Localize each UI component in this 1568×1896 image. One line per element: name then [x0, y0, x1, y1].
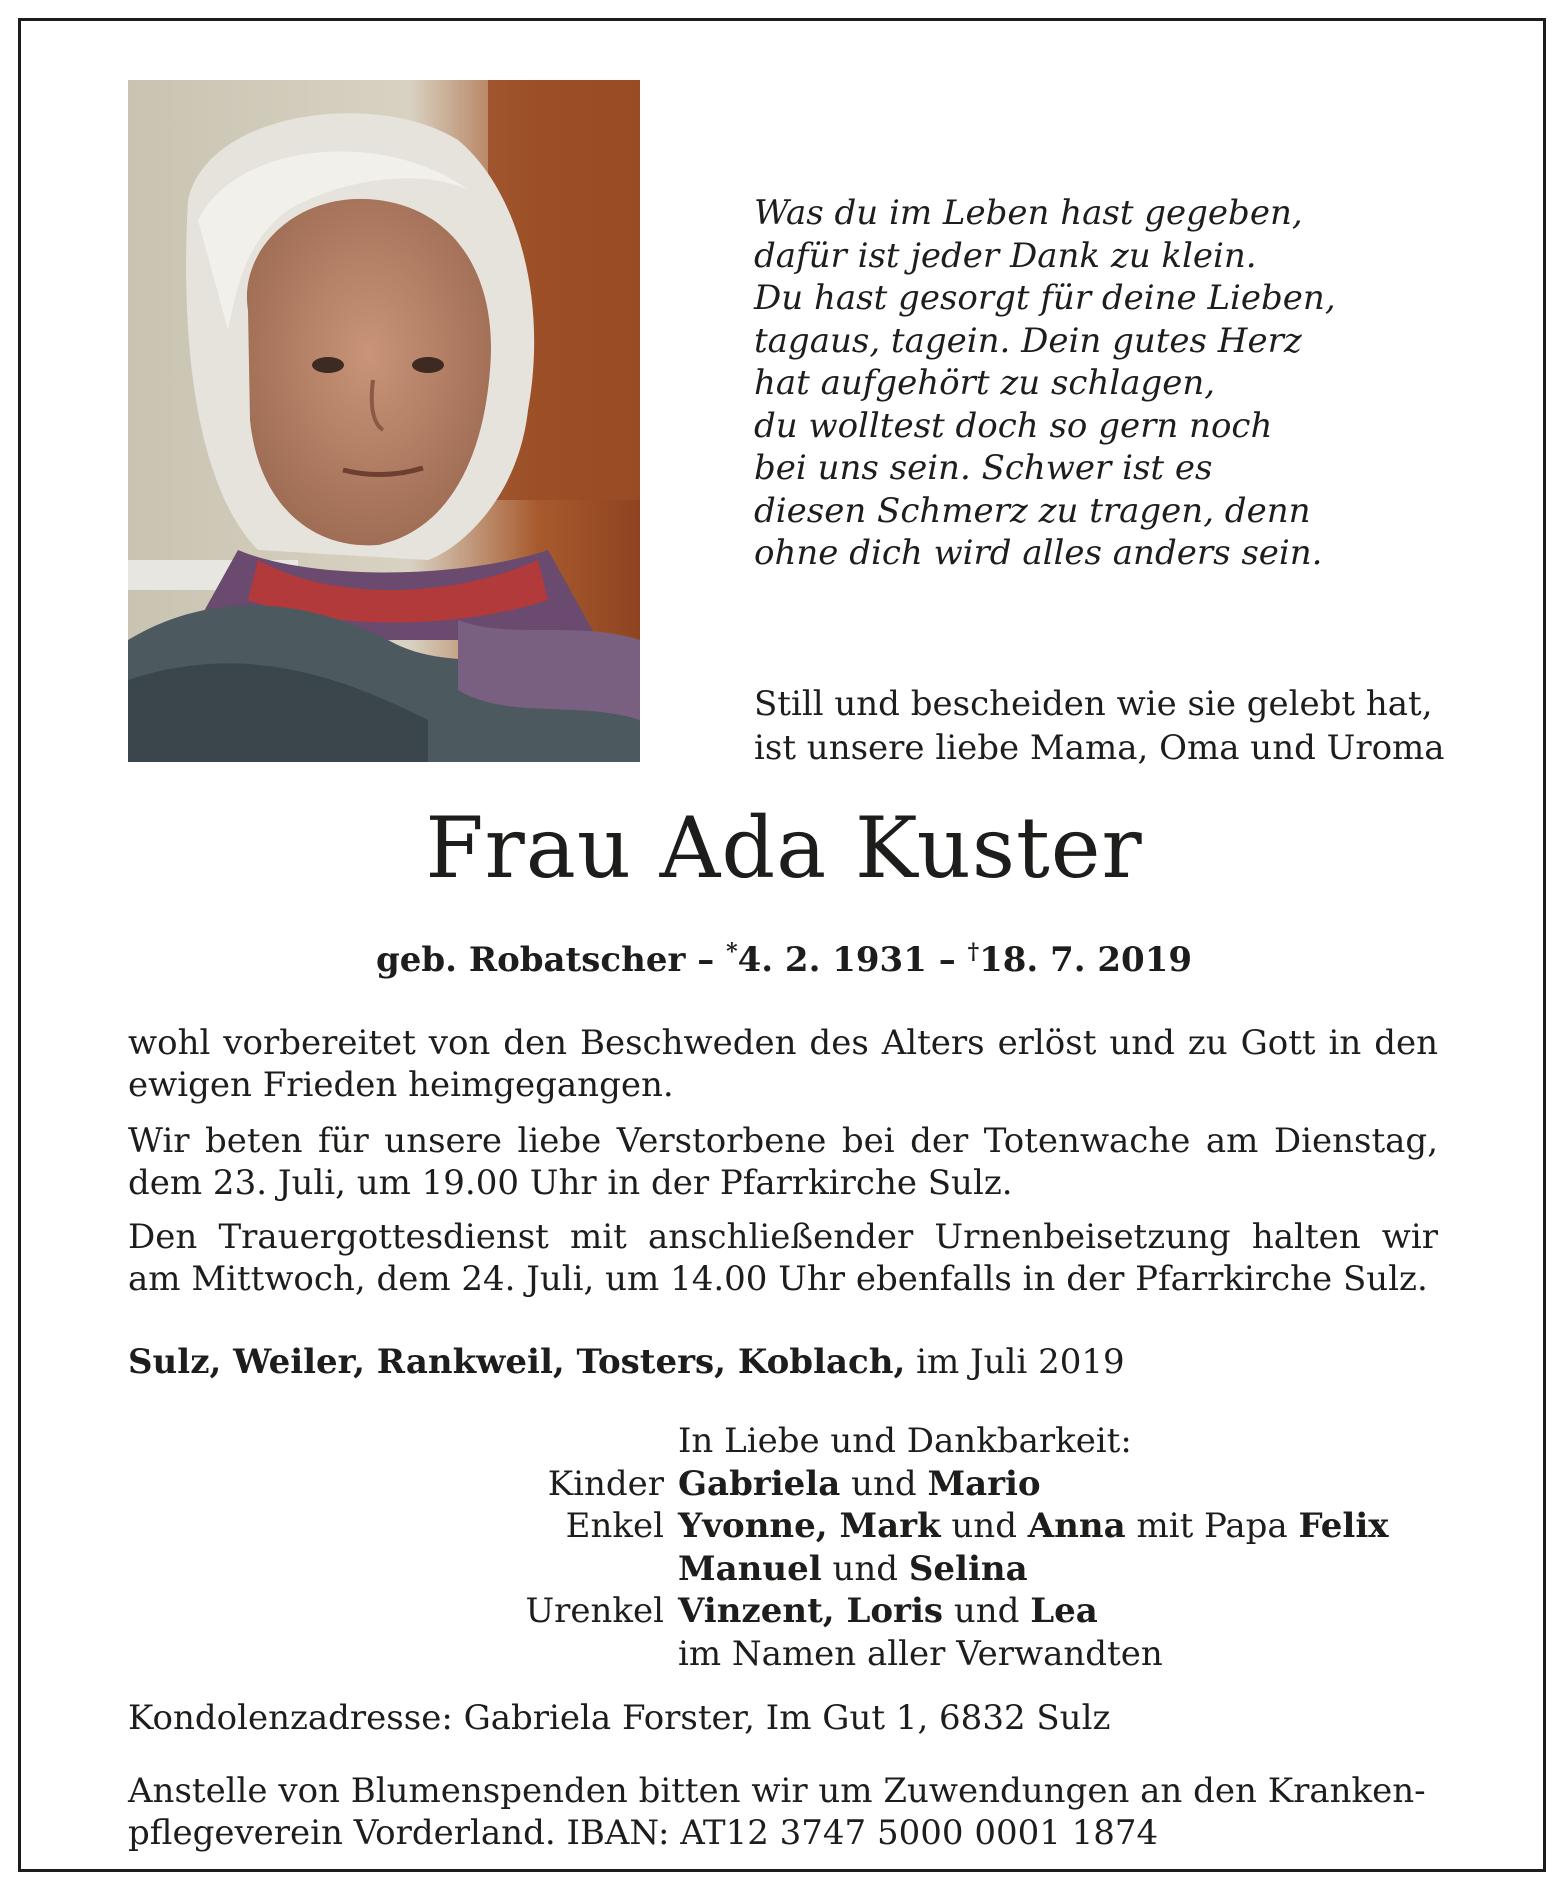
poem-line: ohne dich wird alles anders sein.: [754, 533, 1323, 573]
role-names: [678, 1548, 1468, 1591]
conjunction: mit Papa: [1136, 1506, 1288, 1546]
role-names: [678, 1505, 1468, 1548]
conjunction: und: [953, 1591, 1020, 1631]
family-name: Selina: [908, 1548, 1028, 1589]
portrait-illustration: [128, 80, 640, 762]
intro-line-2: ist unsere liebe Mama, Oma und Uroma: [754, 728, 1445, 768]
poem-line: hat aufgehört zu schlagen,: [754, 363, 1216, 403]
family-name: Gabriela: [678, 1463, 841, 1504]
separator-dash: –: [938, 940, 956, 980]
family-name: Vinzent, Loris: [678, 1591, 944, 1631]
death-date: 18. 7. 2019: [979, 940, 1193, 980]
donation-line-1: Anstelle von Blumenspenden bitten wir um Zuwendungen an den Kranken-: [128, 1771, 1426, 1811]
poem-line: Du hast gesorgt für deine Lieben,: [754, 278, 1336, 318]
family-row-enkel: [128, 1505, 1468, 1548]
family-heading-row: [128, 1420, 1468, 1463]
poem-line: Was du im Leben hast gegeben,: [754, 193, 1303, 233]
family-list: [128, 1420, 1468, 1675]
family-row-urenkel: [128, 1590, 1468, 1633]
intro-line-1: Still und bescheiden wie sie gelebt hat,: [754, 684, 1433, 724]
role-label: Kinder: [547, 1463, 664, 1504]
family-name: Felix: [1298, 1506, 1389, 1546]
conjunction: und: [951, 1506, 1017, 1546]
poem-line: tagaus, tagein. Dein gutes Herz: [754, 320, 1302, 361]
family-closing: im Namen aller Verwandten: [678, 1633, 1163, 1674]
body-paragraph-3: Den Trauergottesdienst mit anschließender Urnenbeisetzung halten wir am Mittwoch, dem 24. Juli, um 14.00 Uhr ebenfalls in der Pfarrkirche Sulz.: [128, 1217, 1438, 1299]
death-symbol: †: [967, 939, 980, 965]
family-name: Mario: [927, 1463, 1041, 1504]
donation-line-2: pflegeverein Vorderland. IBAN: AT12 3747 5000 0001 1874: [128, 1813, 1159, 1853]
poem-line: du wolltest doch so gern noch: [754, 405, 1273, 446]
role-label: Enkel: [565, 1506, 664, 1546]
conjunction: und: [832, 1548, 899, 1589]
separator-dash: –: [697, 940, 715, 980]
family-closing-row: [128, 1633, 1468, 1676]
family-heading: In Liebe und Dankbarkeit:: [678, 1421, 1132, 1461]
memorial-poem: [754, 192, 1454, 575]
notice-date: im Juli 2019: [916, 1342, 1125, 1382]
birth-symbol: *: [726, 939, 738, 965]
places-list: Sulz, Weiler, Rankweil, Tosters, Koblach,: [128, 1342, 906, 1382]
conjunction: und: [851, 1463, 917, 1504]
role-names: [678, 1463, 1468, 1506]
role-label: Urenkel: [525, 1591, 664, 1631]
donation-note: [128, 1770, 1438, 1854]
deceased-name: Frau Ada Kuster: [425, 799, 1143, 897]
role-names: [678, 1590, 1468, 1633]
maiden-name: geb. Robatscher: [375, 940, 686, 980]
family-row-kinder: [128, 1463, 1468, 1506]
poem-line: dafür ist jeder Dank zu klein.: [754, 235, 1257, 276]
birth-date: 4. 2. 1931: [737, 940, 927, 980]
condolence-address: Kondolenzadresse: Gabriela Forster, Im Gut 1, 6832 Sulz: [128, 1698, 1111, 1738]
family-name: Yvonne, Mark: [678, 1506, 941, 1546]
place-and-date: [128, 1340, 1428, 1384]
body-paragraph-2: Wir beten für unsere liebe Verstorbene bei der Totenwache am Dienstag, dem 23. Juli, um 19.00 Uhr in der Pfarrkirche Sulz.: [128, 1121, 1438, 1203]
family-row-enkel-cont: [128, 1548, 1468, 1591]
family-name: Lea: [1030, 1591, 1098, 1631]
family-name: Anna: [1027, 1506, 1126, 1546]
life-dates: [0, 938, 1568, 982]
portrait-photo: [128, 80, 640, 762]
poem-line: bei uns sein. Schwer ist es: [754, 448, 1213, 488]
family-name: Manuel: [678, 1548, 822, 1589]
poem-line: diesen Schmerz zu tragen, denn: [754, 490, 1311, 531]
body-paragraph-1: wohl vorbereitet von den Beschweden des Alters erlöst und zu Gott in den ewigen Frieden heimgegangen.: [128, 1023, 1438, 1105]
intro-text: [754, 682, 1494, 770]
